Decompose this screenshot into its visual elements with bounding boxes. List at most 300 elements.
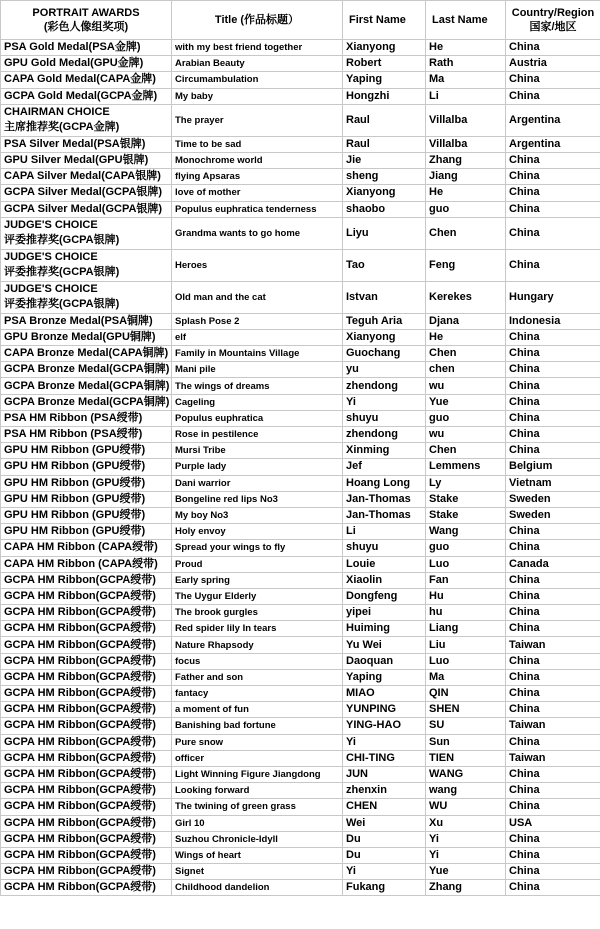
table-row	[1, 799, 600, 815]
title-cell: Dani warrior	[172, 475, 343, 491]
country-cell: China	[506, 40, 600, 56]
last-name-cell: QIN	[426, 686, 506, 702]
first-name-cell: Teguh Aria	[343, 313, 426, 329]
award-cell: GCPA Bronze Medal(GCPA铜牌)	[1, 362, 172, 378]
table-row	[1, 750, 600, 766]
first-name-cell: Tao	[343, 249, 426, 281]
title-cell: Holy envoy	[172, 524, 343, 540]
title-cell: love of mother	[172, 185, 343, 201]
first-name-cell: Yi	[343, 864, 426, 880]
award-cell: GCPA HM Ribbon(GCPA绶带)	[1, 686, 172, 702]
title-cell: The prayer	[172, 104, 343, 136]
country-cell: China	[506, 249, 600, 281]
first-name-cell: Jef	[343, 459, 426, 475]
award-name-chinese: 评委推荐奖(GCPA银牌)	[4, 298, 120, 311]
country-cell: China	[506, 734, 600, 750]
last-name-cell: Fan	[426, 572, 506, 588]
title-cell: My baby	[172, 88, 343, 104]
table-row	[1, 249, 600, 281]
title-cell: elf	[172, 329, 343, 345]
award-cell: GCPA Bronze Medal(GCPA铜牌)	[1, 378, 172, 394]
award-cell: GPU HM Ribbon (GPU绶带)	[1, 443, 172, 459]
country-header-line1: Country/Region	[511, 7, 595, 19]
first-name-cell: Jan-Thomas	[343, 507, 426, 523]
title-cell: My boy No3	[172, 507, 343, 523]
table-row	[1, 362, 600, 378]
first-name-cell: sheng	[343, 169, 426, 185]
award-cell: PSA Silver Medal(PSA银牌)	[1, 136, 172, 152]
table-row	[1, 669, 600, 685]
table-row	[1, 702, 600, 718]
first-name-cell: Xiaolin	[343, 572, 426, 588]
country-cell: China	[506, 588, 600, 604]
title-cell: with my best friend together	[172, 40, 343, 56]
country-header-line2: 国家/地区	[529, 21, 577, 33]
title-cell: Purple lady	[172, 459, 343, 475]
first-name-cell: Jan-Thomas	[343, 491, 426, 507]
title-cell: Mursi Tribe	[172, 443, 343, 459]
title-cell: Suzhou Chronicle-Idyll	[172, 831, 343, 847]
first-name-cell: Fukang	[343, 880, 426, 896]
title-cell: Spread your wings to fly	[172, 540, 343, 556]
first-name-cell: CHI-TING	[343, 750, 426, 766]
country-cell: China	[506, 605, 600, 621]
country-cell: China	[506, 653, 600, 669]
title-cell: Cageling	[172, 394, 343, 410]
first-name-cell: Daoquan	[343, 653, 426, 669]
first-name-cell: CHEN	[343, 799, 426, 815]
award-cell: GCPA HM Ribbon(GCPA绶带)	[1, 815, 172, 831]
country-cell: China	[506, 329, 600, 345]
first-name-cell: Louie	[343, 556, 426, 572]
title-cell: a moment of fun	[172, 702, 343, 718]
last-name-cell: Liu	[426, 637, 506, 653]
country-cell: China	[506, 201, 600, 217]
table-row	[1, 718, 600, 734]
title-cell: Wings of heart	[172, 847, 343, 863]
last-name-cell: Hu	[426, 588, 506, 604]
last-name-cell: guo	[426, 410, 506, 426]
country-cell: China	[506, 766, 600, 782]
country-cell: China	[506, 702, 600, 718]
first-name-cell: Li	[343, 524, 426, 540]
table-row	[1, 783, 600, 799]
award-cell: GPU Silver Medal(GPU银牌)	[1, 152, 172, 168]
first-name-cell: shaobo	[343, 201, 426, 217]
country-cell: China	[506, 362, 600, 378]
award-column-header	[1, 1, 172, 40]
table-row	[1, 152, 600, 168]
country-cell: China	[506, 880, 600, 896]
last-name-cell: Sun	[426, 734, 506, 750]
award-cell: GPU HM Ribbon (GPU绶带)	[1, 491, 172, 507]
country-cell: China	[506, 88, 600, 104]
table-row	[1, 637, 600, 653]
last-name-cell: Villalba	[426, 104, 506, 136]
award-cell: GCPA HM Ribbon(GCPA绶带)	[1, 718, 172, 734]
last-name-cell: Yi	[426, 831, 506, 847]
award-name: JUDGE'S CHOICE	[4, 219, 98, 232]
title-cell: Girl 10	[172, 815, 343, 831]
title-cell: Rose in pestilence	[172, 427, 343, 443]
award-name: JUDGE'S CHOICE	[4, 251, 98, 264]
table-row	[1, 605, 600, 621]
last-name-cell: Li	[426, 88, 506, 104]
country-cell: Argentina	[506, 136, 600, 152]
title-cell: Early spring	[172, 572, 343, 588]
title-cell: Heroes	[172, 249, 343, 281]
award-cell: CAPA Silver Medal(CAPA银牌)	[1, 169, 172, 185]
last-name-cell: WANG	[426, 766, 506, 782]
first-name-cell: Raul	[343, 104, 426, 136]
country-cell: China	[506, 621, 600, 637]
first-name-cell: Xinming	[343, 443, 426, 459]
title-cell: Looking forward	[172, 783, 343, 799]
table-row	[1, 394, 600, 410]
last-name-cell: hu	[426, 605, 506, 621]
table-row	[1, 169, 600, 185]
award-name: JUDGE'S CHOICE	[4, 283, 98, 296]
table-row	[1, 572, 600, 588]
first-name-cell: Yaping	[343, 72, 426, 88]
country-cell: Austria	[506, 56, 600, 72]
award-header-line1: PORTRAIT AWARDS	[32, 7, 140, 19]
table-row	[1, 880, 600, 896]
last-name-cell: TIEN	[426, 750, 506, 766]
table-row	[1, 443, 600, 459]
country-cell: China	[506, 427, 600, 443]
award-cell: GCPA HM Ribbon(GCPA绶带)	[1, 702, 172, 718]
award-cell: GCPA Silver Medal(GCPA银牌)	[1, 201, 172, 217]
first-name-cell: Dongfeng	[343, 588, 426, 604]
award-cell: GCPA Gold Medal(GCPA金牌)	[1, 88, 172, 104]
title-cell: Childhood dandelion	[172, 880, 343, 896]
first-name-cell: Guochang	[343, 346, 426, 362]
last-name-cell: Zhang	[426, 880, 506, 896]
award-cell: CAPA Bronze Medal(CAPA铜牌)	[1, 346, 172, 362]
table-row	[1, 524, 600, 540]
title-cell: Circumambulation	[172, 72, 343, 88]
last-name-cell: chen	[426, 362, 506, 378]
country-cell: China	[506, 524, 600, 540]
first-name-cell: Robert	[343, 56, 426, 72]
award-cell: GPU HM Ribbon (GPU绶带)	[1, 475, 172, 491]
last-name-cell: Kerekes	[426, 281, 506, 313]
first-name-cell: Jie	[343, 152, 426, 168]
title-cell: The brook gurgles	[172, 605, 343, 621]
country-cell: China	[506, 669, 600, 685]
table-row	[1, 475, 600, 491]
last-name-cell: Ly	[426, 475, 506, 491]
last-name-cell: Liang	[426, 621, 506, 637]
last-name-cell: Stake	[426, 507, 506, 523]
last-name-cell: He	[426, 40, 506, 56]
table-row	[1, 56, 600, 72]
first-name-cell: Hongzhi	[343, 88, 426, 104]
country-cell: China	[506, 686, 600, 702]
award-cell: GCPA HM Ribbon(GCPA绶带)	[1, 653, 172, 669]
award-cell: GCPA HM Ribbon(GCPA绶带)	[1, 605, 172, 621]
award-cell: GCPA HM Ribbon(GCPA绶带)	[1, 637, 172, 653]
title-cell: Family in Mountains Village	[172, 346, 343, 362]
last-name-cell: Zhang	[426, 152, 506, 168]
table-row	[1, 686, 600, 702]
country-cell: Vietnam	[506, 475, 600, 491]
table-row	[1, 831, 600, 847]
first-name-cell: Yaping	[343, 669, 426, 685]
table-row	[1, 281, 600, 313]
award-cell: GCPA HM Ribbon(GCPA绶带)	[1, 750, 172, 766]
country-cell: China	[506, 540, 600, 556]
first-name-cell: Hoang Long	[343, 475, 426, 491]
table-row	[1, 540, 600, 556]
award-cell	[1, 104, 172, 136]
table-row	[1, 864, 600, 880]
title-cell: Populus euphratica	[172, 410, 343, 426]
title-cell: Splash Pose 2	[172, 313, 343, 329]
award-cell: CAPA HM Ribbon (CAPA绶带)	[1, 556, 172, 572]
title-cell: Populus euphratica tenderness	[172, 201, 343, 217]
table-row	[1, 40, 600, 56]
award-cell: GPU HM Ribbon (GPU绶带)	[1, 524, 172, 540]
table-row	[1, 201, 600, 217]
country-cell: Belgium	[506, 459, 600, 475]
title-cell: Monochrome world	[172, 152, 343, 168]
award-cell: GCPA HM Ribbon(GCPA绶带)	[1, 588, 172, 604]
first-name-cell: Liyu	[343, 217, 426, 249]
first-name-cell: Xianyong	[343, 40, 426, 56]
country-cell: China	[506, 783, 600, 799]
last-name-cell: Xu	[426, 815, 506, 831]
last-name-cell: Yi	[426, 847, 506, 863]
title-cell: fantacy	[172, 686, 343, 702]
award-cell: PSA Gold Medal(PSA金牌)	[1, 40, 172, 56]
first-name-cell: Yi	[343, 394, 426, 410]
country-cell: China	[506, 799, 600, 815]
award-cell: GCPA HM Ribbon(GCPA绶带)	[1, 880, 172, 896]
table-row	[1, 847, 600, 863]
last-name-cell: Chen	[426, 217, 506, 249]
first-name-cell: Du	[343, 831, 426, 847]
award-cell: GPU HM Ribbon (GPU绶带)	[1, 507, 172, 523]
first-name-cell: YUNPING	[343, 702, 426, 718]
last-name-cell: He	[426, 185, 506, 201]
country-cell: Canada	[506, 556, 600, 572]
first-name-cell: zhenxin	[343, 783, 426, 799]
title-cell: Mani pile	[172, 362, 343, 378]
award-cell: GCPA Silver Medal(GCPA银牌)	[1, 185, 172, 201]
table-row	[1, 459, 600, 475]
country-cell: China	[506, 169, 600, 185]
award-cell	[1, 249, 172, 281]
first-name-cell: Yu Wei	[343, 637, 426, 653]
award-cell: GCPA HM Ribbon(GCPA绶带)	[1, 783, 172, 799]
last-name-cell: Jiang	[426, 169, 506, 185]
title-cell: The wings of dreams	[172, 378, 343, 394]
table-row	[1, 734, 600, 750]
award-name: CHAIRMAN CHOICE	[4, 106, 110, 119]
first-name-cell: zhendong	[343, 427, 426, 443]
last-name-cell: SHEN	[426, 702, 506, 718]
last-name-column-header: Last Name	[426, 1, 506, 40]
country-cell: Argentina	[506, 104, 600, 136]
title-cell: Red spider lily In tears	[172, 621, 343, 637]
last-name-cell: Luo	[426, 556, 506, 572]
table-row	[1, 507, 600, 523]
first-name-column-header: First Name	[343, 1, 426, 40]
table-row	[1, 88, 600, 104]
first-name-cell: Wei	[343, 815, 426, 831]
table-row	[1, 72, 600, 88]
table-row	[1, 346, 600, 362]
award-cell: PSA HM Ribbon (PSA绶带)	[1, 427, 172, 443]
last-name-cell: Stake	[426, 491, 506, 507]
country-cell: China	[506, 394, 600, 410]
first-name-cell: yu	[343, 362, 426, 378]
last-name-cell: wang	[426, 783, 506, 799]
last-name-cell: Djana	[426, 313, 506, 329]
title-cell: Signet	[172, 864, 343, 880]
award-cell: PSA HM Ribbon (PSA绶带)	[1, 410, 172, 426]
country-cell: Sweden	[506, 491, 600, 507]
country-cell: China	[506, 847, 600, 863]
title-cell: The twining of green grass	[172, 799, 343, 815]
last-name-cell: Yue	[426, 394, 506, 410]
last-name-cell: WU	[426, 799, 506, 815]
award-cell: GCPA HM Ribbon(GCPA绶带)	[1, 864, 172, 880]
award-cell: GPU HM Ribbon (GPU绶带)	[1, 459, 172, 475]
title-cell: Grandma wants to go home	[172, 217, 343, 249]
last-name-cell: Feng	[426, 249, 506, 281]
first-name-cell: Huiming	[343, 621, 426, 637]
title-cell: Light Winning Figure Jiangdong	[172, 766, 343, 782]
table-row	[1, 185, 600, 201]
last-name-cell: Ma	[426, 72, 506, 88]
first-name-cell: JUN	[343, 766, 426, 782]
award-cell: CAPA HM Ribbon (CAPA绶带)	[1, 540, 172, 556]
award-cell	[1, 217, 172, 249]
last-name-cell: Luo	[426, 653, 506, 669]
award-cell: GPU Gold Medal(GPU金牌)	[1, 56, 172, 72]
first-name-cell: Xianyong	[343, 185, 426, 201]
table-row	[1, 329, 600, 345]
country-cell: China	[506, 572, 600, 588]
first-name-cell: Istvan	[343, 281, 426, 313]
title-cell: Father and son	[172, 669, 343, 685]
title-cell: focus	[172, 653, 343, 669]
country-cell: Taiwan	[506, 750, 600, 766]
country-cell: China	[506, 72, 600, 88]
first-name-cell: yipei	[343, 605, 426, 621]
header-row	[1, 1, 600, 40]
title-cell: Pure snow	[172, 734, 343, 750]
country-cell: China	[506, 152, 600, 168]
table-row	[1, 621, 600, 637]
award-cell: GPU Bronze Medal(GPU铜牌)	[1, 329, 172, 345]
country-cell: Indonesia	[506, 313, 600, 329]
award-cell: CAPA Gold Medal(CAPA金牌)	[1, 72, 172, 88]
award-cell	[1, 281, 172, 313]
title-cell: Arabian Beauty	[172, 56, 343, 72]
table-row	[1, 815, 600, 831]
award-cell: GCPA HM Ribbon(GCPA绶带)	[1, 847, 172, 863]
first-name-cell: Raul	[343, 136, 426, 152]
last-name-cell: Chen	[426, 346, 506, 362]
title-column-header: Title (作品标题）	[172, 1, 343, 40]
title-cell: Old man and the cat	[172, 281, 343, 313]
title-cell: Time to be sad	[172, 136, 343, 152]
title-cell: Proud	[172, 556, 343, 572]
award-cell: GCPA HM Ribbon(GCPA绶带)	[1, 669, 172, 685]
last-name-cell: wu	[426, 427, 506, 443]
first-name-cell: Du	[343, 847, 426, 863]
award-cell: GCPA HM Ribbon(GCPA绶带)	[1, 799, 172, 815]
table-row	[1, 653, 600, 669]
last-name-cell: Villalba	[426, 136, 506, 152]
title-cell: Nature Rhapsody	[172, 637, 343, 653]
table-row	[1, 104, 600, 136]
first-name-cell: shuyu	[343, 410, 426, 426]
country-cell: China	[506, 378, 600, 394]
award-cell: GCPA HM Ribbon(GCPA绶带)	[1, 766, 172, 782]
award-header-line2: (彩色人像组奖项)	[43, 21, 129, 33]
last-name-cell: He	[426, 329, 506, 345]
last-name-cell: Chen	[426, 443, 506, 459]
country-cell: Taiwan	[506, 718, 600, 734]
title-cell: Banishing bad fortune	[172, 718, 343, 734]
table-row	[1, 378, 600, 394]
last-name-cell: guo	[426, 540, 506, 556]
award-name-chinese: 评委推荐奖(GCPA银牌)	[4, 234, 120, 247]
title-cell: flying Apsaras	[172, 169, 343, 185]
country-cell: Hungary	[506, 281, 600, 313]
table-row	[1, 410, 600, 426]
award-cell: GCPA HM Ribbon(GCPA绶带)	[1, 734, 172, 750]
first-name-cell: YING-HAO	[343, 718, 426, 734]
award-name-chinese: 主席推荐奖(GCPA金牌)	[4, 121, 120, 134]
country-cell: Sweden	[506, 507, 600, 523]
table-row	[1, 313, 600, 329]
country-cell: China	[506, 346, 600, 362]
award-cell: GCPA HM Ribbon(GCPA绶带)	[1, 621, 172, 637]
award-cell: GCPA HM Ribbon(GCPA绶带)	[1, 831, 172, 847]
first-name-cell: Xianyong	[343, 329, 426, 345]
table-row	[1, 556, 600, 572]
first-name-cell: Yi	[343, 734, 426, 750]
table-row	[1, 491, 600, 507]
table-row	[1, 588, 600, 604]
last-name-cell: Ma	[426, 669, 506, 685]
table-row	[1, 427, 600, 443]
country-cell: China	[506, 217, 600, 249]
award-cell: GCPA HM Ribbon(GCPA绶带)	[1, 572, 172, 588]
last-name-cell: Rath	[426, 56, 506, 72]
title-cell: The Uygur Elderly	[172, 588, 343, 604]
title-cell: officer	[172, 750, 343, 766]
country-cell: China	[506, 185, 600, 201]
country-cell: Taiwan	[506, 637, 600, 653]
first-name-cell: MIAO	[343, 686, 426, 702]
last-name-cell: Lemmens	[426, 459, 506, 475]
last-name-cell: guo	[426, 201, 506, 217]
country-column-header	[506, 1, 600, 40]
country-cell: China	[506, 831, 600, 847]
country-cell: China	[506, 443, 600, 459]
award-cell: GCPA Bronze Medal(GCPA铜牌)	[1, 394, 172, 410]
award-name-chinese: 评委推荐奖(GCPA银牌)	[4, 266, 120, 279]
last-name-cell: Wang	[426, 524, 506, 540]
last-name-cell: wu	[426, 378, 506, 394]
